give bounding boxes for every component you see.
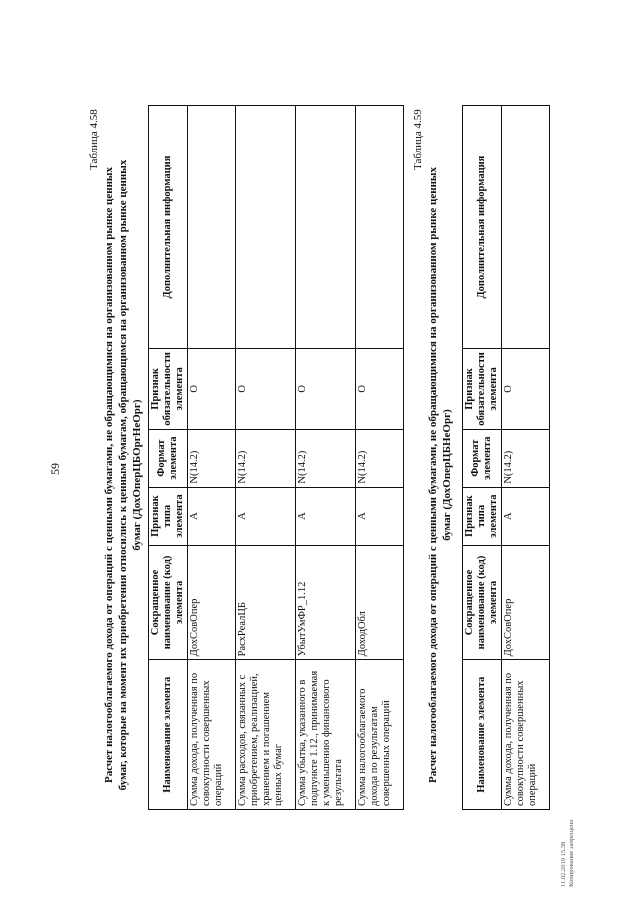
table-row [502,106,550,810]
element-code-cell: РасхРеалЦБ [236,545,296,660]
element-type-cell: А [356,487,404,545]
table-4-58 [148,105,404,810]
table-row [356,106,404,810]
element-code-cell: ДохСовОпер [188,545,236,660]
element-required-cell: О [296,349,356,430]
table-4-59-caption [426,105,454,845]
element-required-cell: О [236,349,296,430]
table-row [236,106,296,810]
element-type-cell: А [236,487,296,545]
element-type-cell: А [188,487,236,545]
element-required-cell: О [356,349,404,430]
table-4-59 [462,105,550,810]
element-name-cell: Сумма налогооблагаемого дохода по результатам совершенных операций [356,660,404,810]
element-format-cell: N(14.2) [188,429,236,487]
element-format-cell: N(14.2) [236,429,296,487]
caption-line: бумаг, которые на момент их приобретения относились к ценным бумагам, обращающимся на организованном рынке ценных [117,159,129,791]
element-format-cell: N(14.2) [296,429,356,487]
column-header: Наименование элемента [463,660,502,810]
element-code-cell: ДохСовОпер [502,545,550,660]
table-4-58-caption [102,105,144,845]
additional-info-cell [296,106,356,349]
footer-line: Копирование запрещено [568,819,575,887]
column-header: Наименование элемента [149,660,188,810]
column-header: Формат элемента [149,429,188,487]
table-4-59-label: Таблица 4.59 [412,109,424,170]
element-required-cell: О [188,349,236,430]
element-code-cell: УбытУмФР_1.12 [296,545,356,660]
table-row [188,106,236,810]
element-name-cell: Сумма убытка, указанного в подпункте 1.12., принимаемая к уменьшению финансового результата [296,660,356,810]
table-4-58-label: Таблица 4.58 [88,109,100,170]
element-code-cell: ДоходОбл [356,545,404,660]
additional-info-cell [236,106,296,349]
element-name-cell: Сумма дохода, полученная по совокупности совершенных операций [188,660,236,810]
footer-stamp [560,819,576,887]
element-name-cell: Сумма дохода, полученная по совокупности совершенных операций [502,660,550,810]
element-type-cell: А [296,487,356,545]
column-header: Признак типа элемента [463,487,502,545]
additional-info-cell [188,106,236,349]
page-number: 59 [48,463,62,475]
table-header-row [149,106,188,810]
column-header: Признак типа элемента [149,487,188,545]
element-name-cell: Сумма расходов, связанных с приобретением, реализацией, хранением и погашением ценных бумаг [236,660,296,810]
caption-line: бумаг (ДохОперЦБНеОрг) [441,409,453,541]
additional-info-cell [356,106,404,349]
table-row [296,106,356,810]
element-format-cell: N(14.2) [356,429,404,487]
caption-line: Расчет налогооблагаемого дохода от операций с ценными бумагами, не обращающимися на организованном рынке ценных [103,166,115,784]
additional-info-cell [502,106,550,349]
element-format-cell: N(14.2) [502,429,550,487]
caption-line: Расчет налогооблагаемого дохода от операций с ценными бумагами, не обращающимися на организованном рынке ценных [427,166,439,784]
column-header: Дополнительная информация [463,106,502,349]
table-header-row [463,106,502,810]
column-header: Сокращенное наименование (код) элемента [149,545,188,660]
footer-line: 11.02.2019 15.38 [560,841,567,887]
caption-line: бумаг (ДохОперЦБОргНеОрг) [131,399,143,551]
column-header: Формат элемента [463,429,502,487]
column-header: Признак обязательности элемента [463,349,502,430]
column-header: Дополнительная информация [149,106,188,349]
column-header: Признак обязательности элемента [149,349,188,430]
element-type-cell: А [502,487,550,545]
column-header: Сокращенное наименование (код) элемента [463,545,502,660]
element-required-cell: О [502,349,550,430]
